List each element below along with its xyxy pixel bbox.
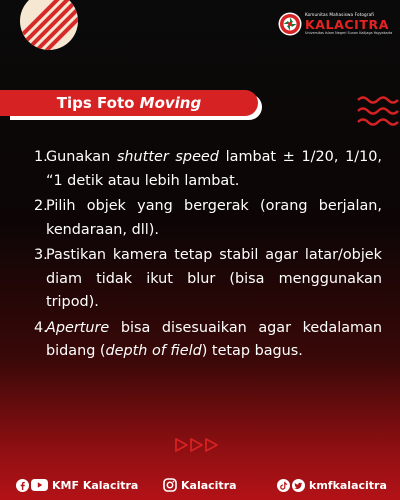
title-banner (0, 90, 262, 120)
tip-number: 3. (34, 247, 48, 263)
tip-text-segment: Pastikan kamera tetap stabil agar latar/objek diam tidak ikut blur (bisa menggunakan tripod). (46, 247, 382, 310)
facebook-youtube-handle: KMF Kalacitra (52, 478, 139, 492)
social-facebook-youtube[interactable] (16, 474, 138, 496)
tiktok-icon (277, 479, 290, 492)
brand-name: KALACITRA (305, 17, 390, 32)
title-prefix: Tips Foto (56, 94, 140, 112)
tip-text-segment: lambat ± 1/20, 1/10, “1 detik atau lebih lambat. (46, 149, 382, 189)
tip-item (34, 317, 382, 364)
tip-text-segment: Pilih objek yang bergerak (orang berjalan, kendaraan, dll). (46, 198, 382, 238)
facebook-icon (16, 479, 29, 492)
tip-number: 4. (34, 319, 48, 336)
social-tiktok-twitter[interactable] (277, 474, 387, 496)
twitter-icon (292, 479, 305, 492)
tip-text (46, 146, 382, 193)
title-bar (0, 90, 258, 116)
triple-arrow-icon (175, 437, 221, 453)
tip-text-italic: shutter speed (116, 149, 219, 165)
tip-item (34, 244, 382, 315)
tip-text (46, 244, 382, 315)
tip-number: 1. (34, 149, 48, 165)
tiktok-twitter-handle: kmfkalacitra (309, 478, 387, 492)
page-title (57, 94, 201, 112)
tip-text (46, 195, 382, 242)
tip-number: 2. (34, 198, 48, 214)
tip-text-segment: bisa disesuaikan agar kedalaman bidang ( (46, 319, 382, 359)
instagram-handle: Kalacitra (181, 478, 237, 492)
tip-text (46, 317, 382, 364)
brand-subtitle: Universitas Islam Negeri Sunan Kalijaga Yogyakarta (305, 31, 393, 35)
youtube-icon (31, 479, 48, 491)
striped-circle-decoration (20, 0, 78, 50)
wave-lines-icon (356, 94, 400, 130)
social-footer (0, 474, 400, 496)
title-emphasis: Moving (139, 94, 202, 112)
aperture-logo-icon (278, 12, 302, 36)
kalacitra-logo (278, 10, 393, 40)
tips-list (34, 146, 382, 366)
tip-text-italic: Aperture (46, 319, 110, 336)
social-instagram[interactable] (163, 474, 237, 496)
tip-text-segment: Gunakan (46, 149, 117, 165)
instagram-icon (163, 478, 177, 492)
tip-item (34, 195, 382, 242)
tip-text-italic: depth of field (105, 343, 202, 359)
brand-tagline: Komunitas Mahasiswa Fotografi (305, 12, 375, 17)
tip-item (34, 146, 382, 193)
tip-text-segment: ) tetap bagus. (201, 343, 303, 359)
